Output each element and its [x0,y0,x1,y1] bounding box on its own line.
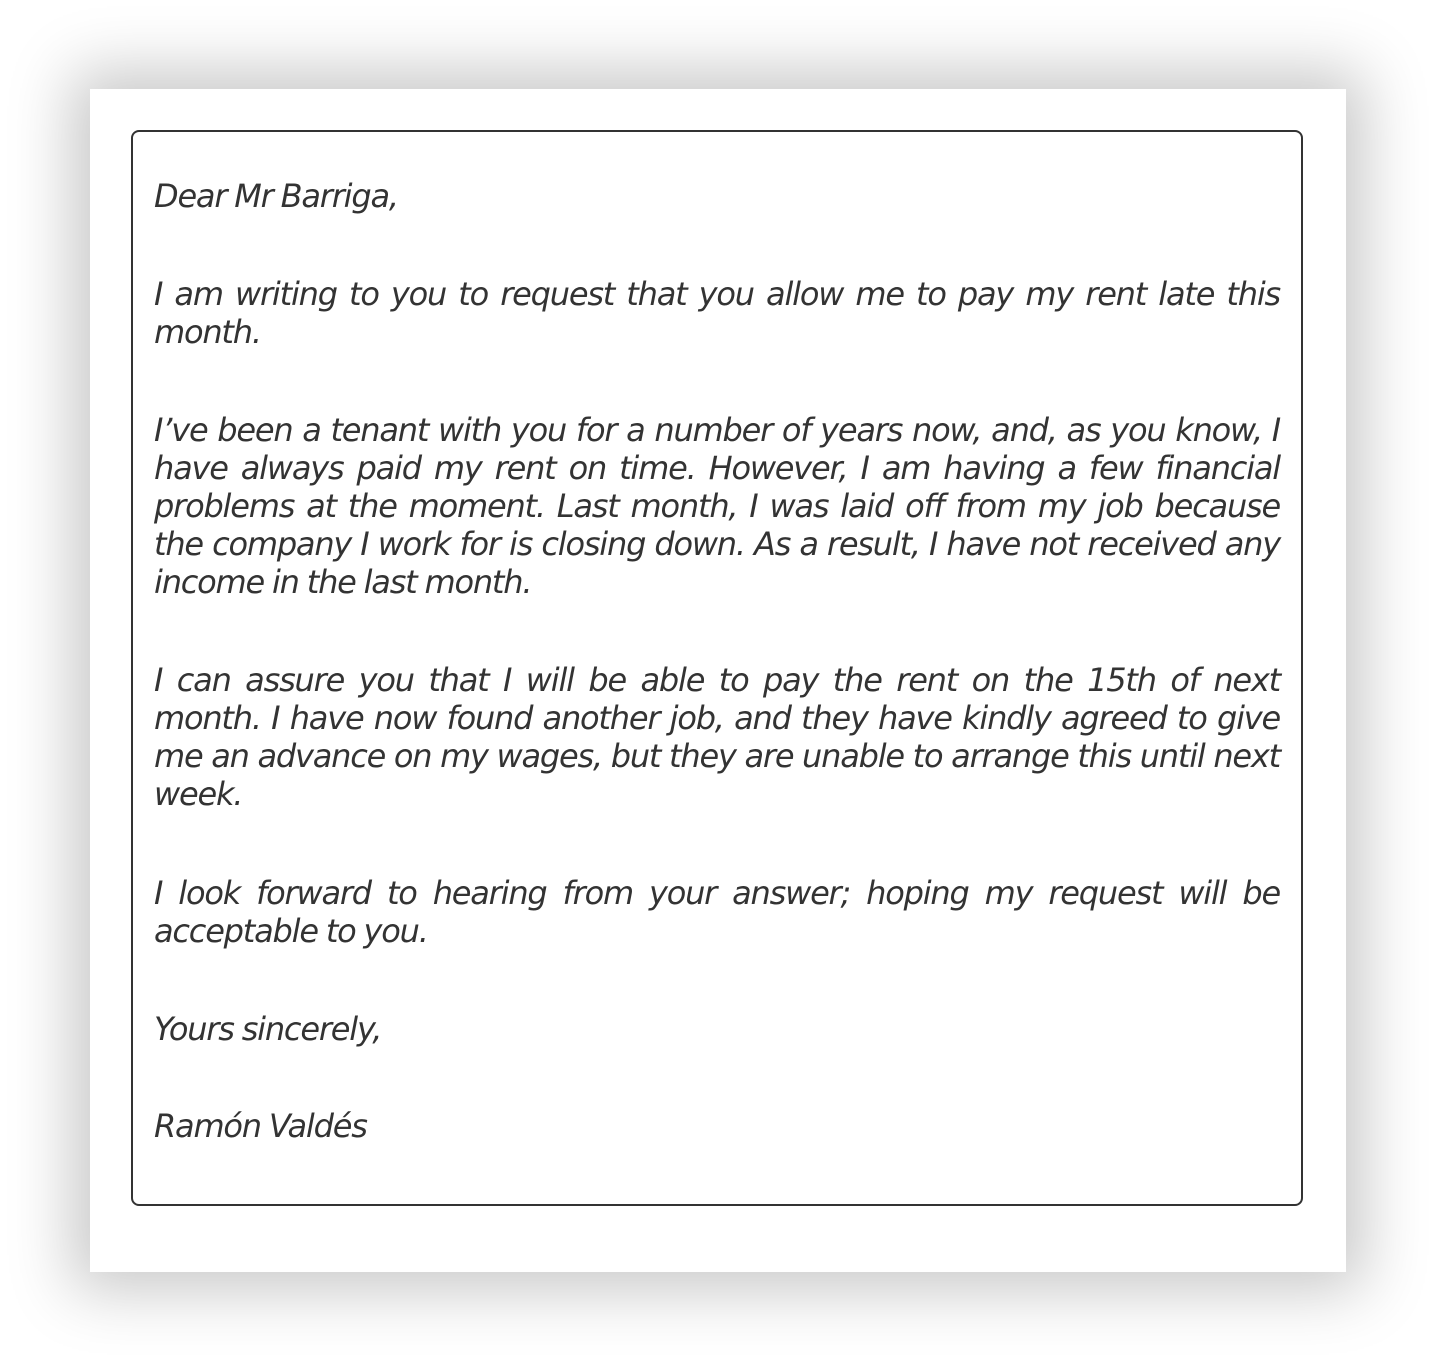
letter-signature: Ramón Valdés [154,1107,367,1145]
letter-page [90,89,1346,1272]
letter-salutation: Dear Mr Barriga, [154,177,398,215]
letter-paragraph-4: I look forward to hearing from your answer; hoping my request will be acceptable to you. [154,874,1280,950]
letter-paragraph-1: I am writing to you to request that you allow me to pay my rent late this month. [154,275,1280,351]
letter-paragraph-2: I’ve been a tenant with you for a number of years now, and, as you know, I have always paid my rent on time. However, I am having a few financial problems at the moment. Last month, I was laid off from my job because the company I work for is closing down. As a result, I have not received any income in the last month. [154,411,1280,601]
letter-closing: Yours sincerely, [154,1010,382,1048]
letter-frame [131,130,1303,1206]
letter-paragraph-3: I can assure you that I will be able to pay the rent on the 15th of next month. I have now found another job, and they have kindly agreed to give me an advance on my wages, but they are unable to arrange this until next week. [154,661,1280,813]
